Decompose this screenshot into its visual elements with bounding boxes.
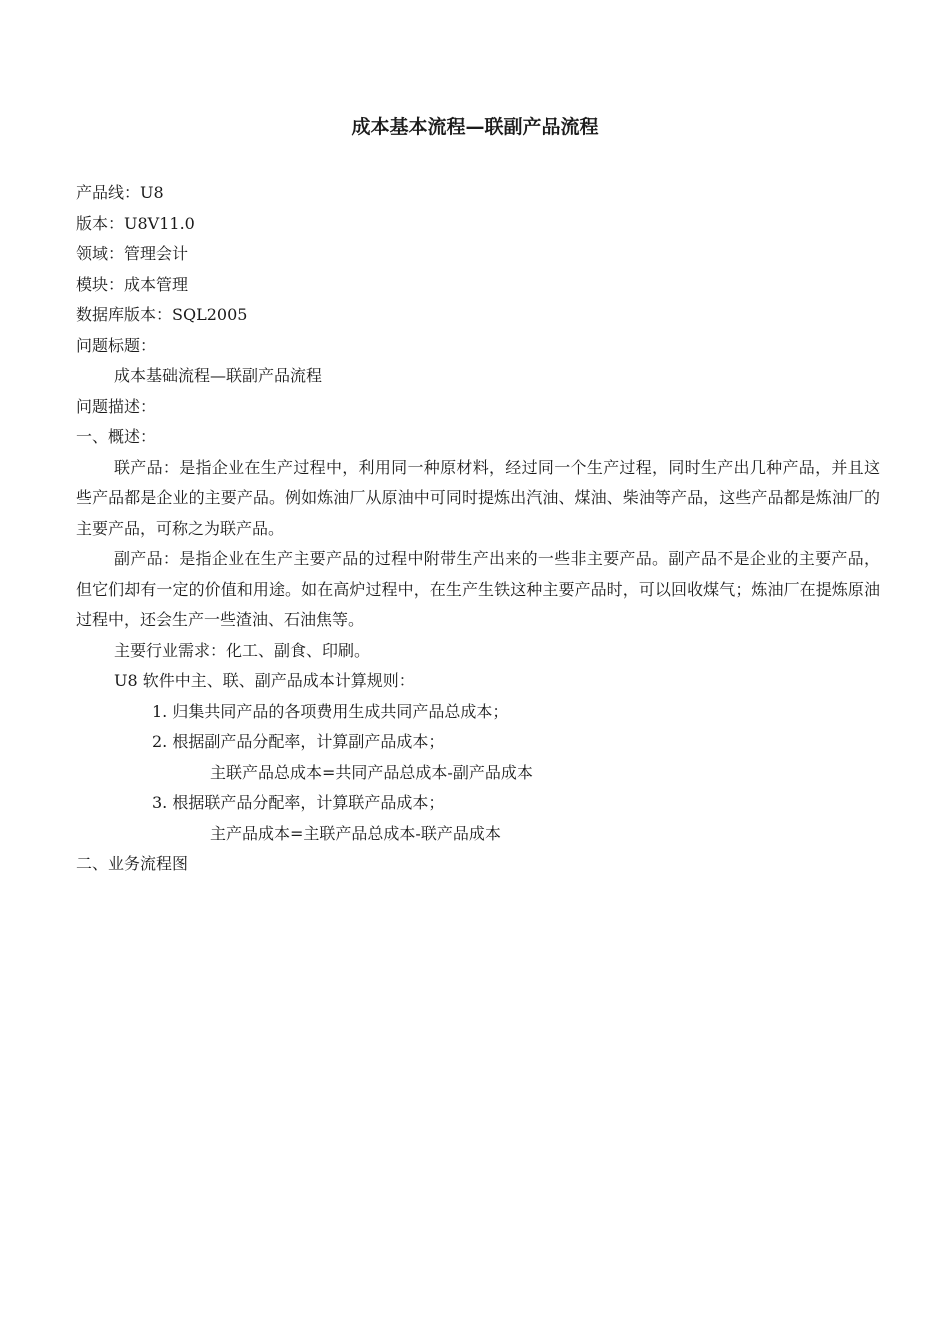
issue-title-label: 问题标题： bbox=[76, 335, 157, 355]
rule-3-formula: 主产品成本=主联产品总成本-联产品成本 bbox=[210, 823, 501, 843]
meta-domain: 领域：管理会计 bbox=[76, 244, 189, 263]
document-title: 成本基本流程—联副产品流程 bbox=[351, 116, 599, 138]
meta-db-version: 数据库版本：SQL2005 bbox=[76, 305, 248, 324]
meta-product-line: 产品线：U8 bbox=[76, 183, 164, 202]
joint-product-paragraph: 联产品：是指企业在生产过程中，利用同一种原材料，经过同一个生产过程，同时生产出几种产品，并且这些产品都是企业的主要产品。例如炼油厂从原油中可同时提炼出汽油、煤油、柴油等产品，这些产品都是炼油厂的主要产品，可称之为联产品。 bbox=[76, 457, 880, 538]
by-product-paragraph: 副产品：是指企业在生产主要产品的过程中附带生产出来的一些非主要产品。副产品不是企业的主要产品，但它们却有一定的价值和用途。如在高炉过程中，在生产生铁这种主要产品时，可以回收煤气；炼油厂在提炼原油过程中，还会生产一些渣油、石油焦等。 bbox=[76, 549, 880, 629]
rule-1: 1. 归集共同产品的各项费用生成共同产品总成本； bbox=[152, 701, 509, 721]
section1-heading: 一、概述： bbox=[76, 427, 157, 446]
meta-module: 模块：成本管理 bbox=[76, 274, 189, 294]
rules-intro: U8 软件中主、联、副产品成本计算规则： bbox=[114, 671, 415, 690]
industries-line: 主要行业需求：化工、副食、印刷。 bbox=[114, 640, 371, 660]
rule-2: 2. 根据副产品分配率，计算副产品成本； bbox=[152, 732, 445, 751]
issue-desc-label: 问题描述： bbox=[76, 396, 157, 416]
issue-title-value: 成本基础流程—联副产品流程 bbox=[114, 366, 323, 385]
rule-3: 3. 根据联产品分配率，计算联产品成本； bbox=[152, 793, 445, 812]
meta-version: 版本：U8V11.0 bbox=[76, 213, 195, 233]
rule-2-formula: 主联产品总成本=共同产品总成本-副产品成本 bbox=[210, 762, 533, 782]
document-body bbox=[76, 178, 880, 880]
section2-heading: 二、业务流程图 bbox=[76, 854, 189, 873]
